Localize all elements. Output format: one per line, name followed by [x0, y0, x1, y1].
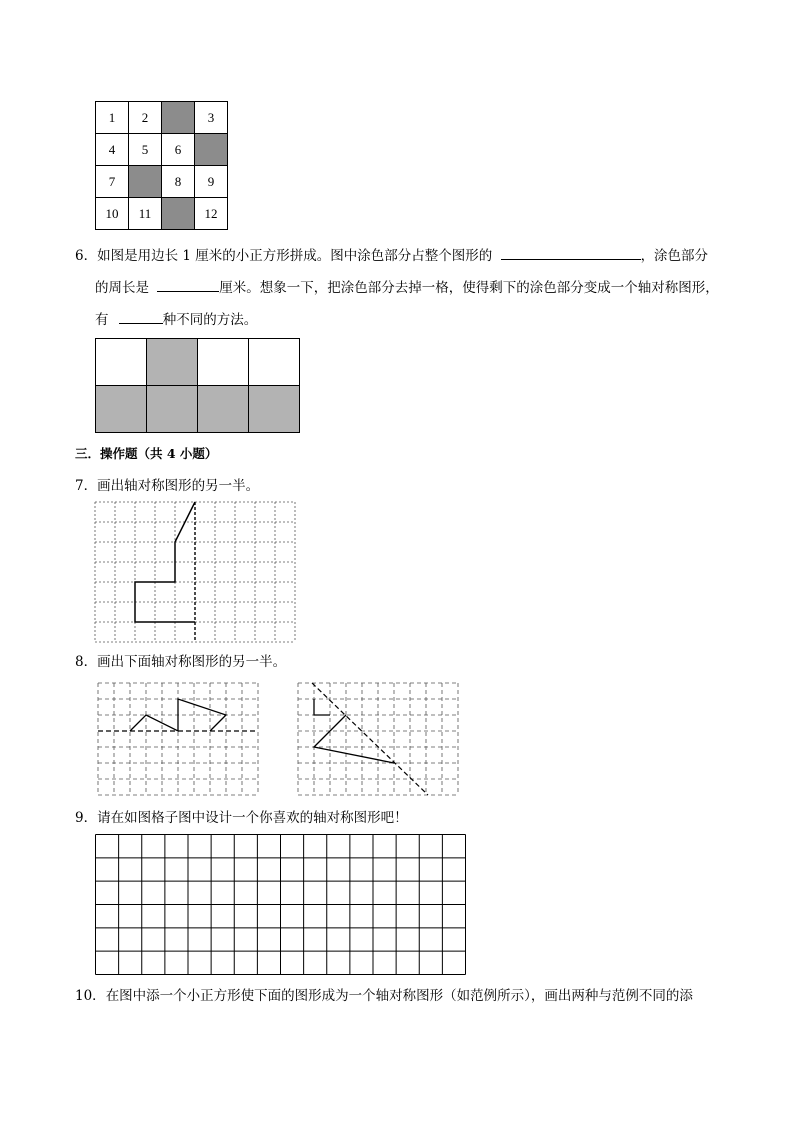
q10-text — [75, 986, 693, 1006]
q7-text — [75, 476, 259, 496]
grid-cell: 9 — [195, 166, 228, 198]
grid-row — [96, 166, 228, 198]
q6-text-1b: ，涂色部分 — [640, 248, 709, 264]
q6-figure — [95, 338, 300, 433]
grid-cell: 8 — [162, 166, 195, 198]
q6-cell — [249, 339, 300, 386]
grid-cell: 12 — [195, 198, 228, 230]
q6-line1 — [75, 245, 708, 266]
grid-cell: 7 — [96, 166, 129, 198]
grid-row — [96, 102, 228, 134]
grid-cell-shaded — [195, 134, 228, 166]
q6-cell-shaded — [147, 339, 198, 386]
grid-cell: 10 — [96, 198, 129, 230]
q7-body: 画出轴对称图形的另一半。 — [97, 478, 260, 494]
grid-cell-shaded — [162, 102, 195, 134]
grid-cell: 3 — [195, 102, 228, 134]
q9-number: 9． — [75, 810, 98, 826]
grid-cell: 5 — [129, 134, 162, 166]
q6-cell — [96, 339, 147, 386]
q6-line2 — [95, 277, 719, 298]
q6-text-3a: 有 — [95, 312, 109, 328]
q6-number: 6． — [75, 248, 98, 264]
grid-cell: 1 — [96, 102, 129, 134]
q8-left-figure[interactable] — [98, 683, 259, 796]
q9-design-grid[interactable] — [95, 834, 467, 976]
q6-cell-shaded — [147, 386, 198, 433]
q9-text — [75, 808, 408, 828]
q6-blank-fraction[interactable] — [501, 245, 641, 260]
grid-cell: 4 — [96, 134, 129, 166]
q6-cell — [198, 339, 249, 386]
q6-line3 — [95, 309, 257, 330]
q8-right-diagonal-axis — [312, 683, 428, 795]
grid-cell-shaded — [162, 198, 195, 230]
numbered-grid — [95, 101, 228, 230]
q6-figure-row — [96, 339, 300, 386]
q6-blank-perimeter[interactable] — [157, 277, 219, 292]
q9-body: 请在如图格子图中设计一个你喜欢的轴对称图形吧！ — [97, 810, 408, 826]
q6-cell-shaded — [96, 386, 147, 433]
grid-cell: 11 — [129, 198, 162, 230]
q6-text-2b: 厘米。想象一下，把涂色部分去掉一格，使得剩下的涂色部分变成一个轴对称图形， — [219, 280, 719, 296]
grid-cell: 6 — [162, 134, 195, 166]
q6-cell-shaded — [198, 386, 249, 433]
q8-right-half-shape-2 — [314, 715, 394, 763]
grid-row — [96, 198, 228, 230]
q7-number: 7． — [75, 478, 98, 494]
grid-row — [96, 134, 228, 166]
q6-figure-row — [96, 386, 300, 433]
grid-cell: 2 — [129, 102, 162, 134]
q8-number: 8． — [75, 654, 98, 670]
grid-cell-shaded — [129, 166, 162, 198]
q6-cell-shaded — [249, 386, 300, 433]
section-title: 三．操作题（共 4 小题） — [75, 446, 218, 461]
q8-text — [75, 652, 286, 672]
q7-grid-figure[interactable] — [95, 502, 295, 643]
q8-right-figure[interactable] — [298, 683, 459, 796]
q6-text-1a: 如图是用边长 1 厘米的小正方形拼成。图中涂色部分占整个图形的 — [97, 248, 493, 264]
q8-body: 画出下面轴对称图形的另一半。 — [97, 654, 287, 670]
q10-body: 在图中添一个小正方形使下面的图形成为一个轴对称图形（如范例所示），画出两种与范例不同的添 — [105, 988, 693, 1004]
q10-number: 10． — [75, 988, 106, 1004]
q6-text-3b: 种不同的方法。 — [162, 312, 258, 328]
q6-text-2a: 的周长是 — [95, 280, 149, 296]
q8-right-half-shape — [314, 699, 330, 715]
q6-blank-methods[interactable] — [119, 309, 163, 324]
